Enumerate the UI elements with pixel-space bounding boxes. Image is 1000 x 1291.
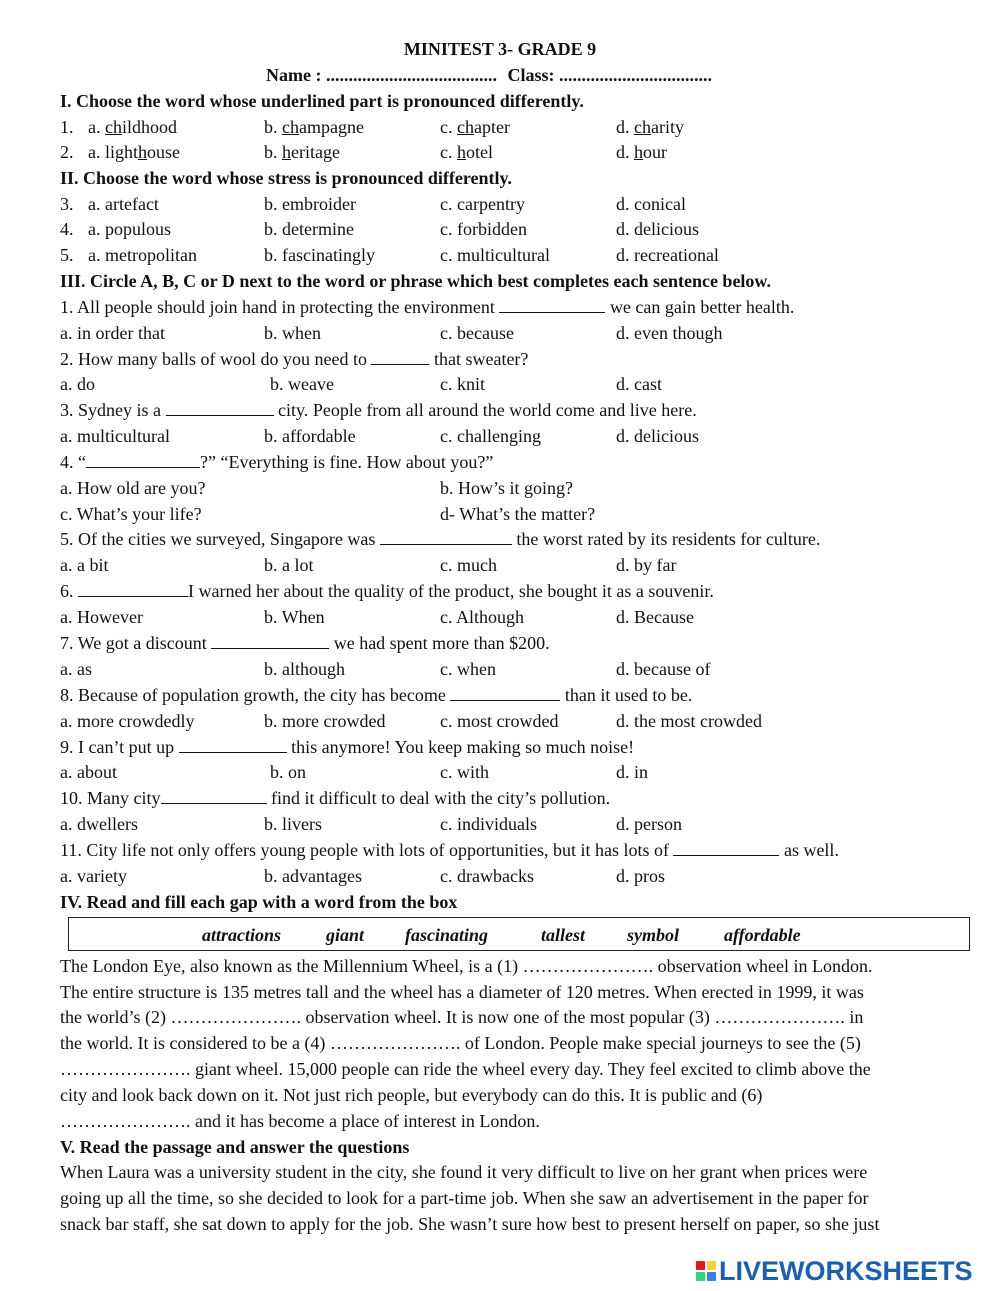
option-b[interactable]: b. How’s it going? xyxy=(440,478,573,498)
liveworksheets-logo[interactable] xyxy=(696,1255,973,1286)
passage-1-line: …………………. giant wheel. 15,000 people can ride the wheel every day. They feel excited to climb above the xyxy=(60,1059,871,1079)
passage-1-line: The entire structure is 135 metres tall and the wheel has a diameter of 120 metres. When erected in 1999, it was xyxy=(60,982,864,1002)
option-a[interactable]: a. do xyxy=(60,374,95,394)
option-a[interactable]: a. variety xyxy=(60,866,127,886)
option-b[interactable]: b. although xyxy=(264,659,345,679)
option-a[interactable]: a. populous xyxy=(88,219,171,239)
logo-square-icon xyxy=(707,1261,716,1270)
option-a[interactable]: a. However xyxy=(60,607,143,627)
option-d[interactable]: d. person xyxy=(616,814,682,834)
option-d[interactable]: d. conical xyxy=(616,194,686,214)
word-box-item: symbol xyxy=(627,925,679,945)
name-field[interactable] xyxy=(266,64,712,86)
option-a[interactable]: a. artefact xyxy=(88,194,159,214)
s3-question-5-stem: 5. Of the cities we surveyed, Singapore was the worst rated by its residents for culture. xyxy=(60,529,821,549)
option-d[interactable]: d. in xyxy=(616,762,649,782)
option-d[interactable]: d. because of xyxy=(616,659,711,679)
option-d[interactable]: d. hour xyxy=(616,142,667,162)
option-d[interactable]: d. delicious xyxy=(616,426,699,446)
s3-question-7-stem: 7. We got a discount we had spent more than $200. xyxy=(60,633,550,653)
passage-1-line: the world’s (2) …………………. observation wheel. It is now one of the most popular (3) …………………. in xyxy=(60,1007,864,1027)
option-c[interactable]: c. individuals xyxy=(440,814,537,834)
page-title: MINITEST 3- GRADE 9 xyxy=(403,39,597,59)
passage-2-line: When Laura was a university student in the city, she found it very difficult to live on her grant when prices were xyxy=(60,1162,868,1182)
word-box-item: tallest xyxy=(541,925,585,945)
option-c[interactable]: c. with xyxy=(440,762,489,782)
answer-blank[interactable] xyxy=(450,684,560,701)
option-b[interactable]: b. livers xyxy=(264,814,322,834)
question-number: 4. xyxy=(60,219,74,239)
logo-square-icon xyxy=(707,1272,716,1281)
class-label: Class: .................................. xyxy=(507,65,712,85)
passage-1-line: the world. It is considered to be a (4) …………………. of London. People make special journeys to see the (5) xyxy=(60,1033,861,1053)
question-number: 1. xyxy=(60,117,74,137)
option-a[interactable]: a. more crowdedly xyxy=(60,711,195,731)
passage-1-line: The London Eye, also known as the Millennium Wheel, is a (1) …………………. observation wheel in London. xyxy=(60,956,873,976)
question-number: 5. xyxy=(60,245,74,265)
option-d[interactable]: d. delicious xyxy=(616,219,699,239)
word-box-item: attractions xyxy=(202,925,282,945)
option-a[interactable]: a. multicultural xyxy=(60,426,170,446)
option-b[interactable]: b. heritage xyxy=(264,142,340,162)
answer-blank[interactable] xyxy=(371,348,429,365)
section-2-heading: II. Choose the word whose stress is pronounced differently. xyxy=(60,168,513,188)
option-b[interactable]: b. embroider xyxy=(264,194,356,214)
option-c[interactable]: c. multicultural xyxy=(440,245,550,265)
question-number: 2. xyxy=(60,142,74,162)
section-1-heading: I. Choose the word whose underlined part is pronounced differently. xyxy=(60,91,584,111)
option-c[interactable]: c. chapter xyxy=(440,117,510,137)
word-box-item: fascinating xyxy=(405,925,489,945)
s3-question-4-stem: 4. “ ?” “Everything is fine. How about you?” xyxy=(60,452,494,472)
s3-question-6-stem: 6. I warned her about the quality of the product, she bought it as a souvenir. xyxy=(60,581,714,601)
name-label: Name : ...................................... xyxy=(266,65,497,85)
logo-square-icon xyxy=(696,1261,705,1270)
option-b[interactable]: b. when xyxy=(264,323,321,343)
option-c[interactable]: c. drawbacks xyxy=(440,866,534,886)
option-a[interactable]: a. in order that xyxy=(60,323,165,343)
option-b[interactable]: b. fascinatingly xyxy=(264,245,375,265)
option-c[interactable]: c. because xyxy=(440,323,514,343)
answer-blank[interactable] xyxy=(380,528,512,545)
option-b[interactable]: b. When xyxy=(264,607,325,627)
option-a[interactable]: a. metropolitan xyxy=(88,245,197,265)
option-d[interactable]: d. recreational xyxy=(616,245,719,265)
passage-2-line: snack bar staff, she sat down to apply for the job. She wasn’t sure how best to present herself on paper, so she just xyxy=(60,1214,880,1234)
option-d[interactable]: d. the most crowded xyxy=(616,711,762,731)
answer-blank[interactable] xyxy=(78,580,188,597)
option-c[interactable]: c. when xyxy=(440,659,496,679)
option-a[interactable]: a. How old are you? xyxy=(60,478,206,498)
option-c[interactable]: c. Although xyxy=(440,607,524,627)
option-a[interactable]: a. lighthouse xyxy=(88,142,180,162)
s3-question-11-stem: 11. City life not only offers young people with lots of opportunities, but it has lots of as well. xyxy=(60,840,839,860)
question-number: 3. xyxy=(60,194,74,214)
option-d[interactable]: d. Because xyxy=(616,607,694,627)
option-a[interactable]: a. dwellers xyxy=(60,814,138,834)
option-a[interactable]: a. as xyxy=(60,659,92,679)
option-b[interactable]: b. more crowded xyxy=(264,711,386,731)
option-c[interactable]: c. hotel xyxy=(440,142,493,162)
option-b[interactable]: b. a lot xyxy=(264,555,314,575)
option-c[interactable]: c. What’s your life? xyxy=(60,504,202,524)
passage-1-line: …………………. and it has become a place of interest in London. xyxy=(60,1111,540,1131)
option-d[interactable]: d. by far xyxy=(616,555,677,575)
option-b[interactable]: b. affordable xyxy=(264,426,356,446)
s3-question-3-stem: 3. Sydney is a city. People from all around the world come and live here. xyxy=(60,400,697,420)
s3-question-8-stem: 8. Because of population growth, the city has become than it used to be. xyxy=(60,685,693,705)
option-b[interactable]: b. weave xyxy=(270,374,334,394)
option-d[interactable]: d. even though xyxy=(616,323,723,343)
option-c[interactable]: c. challenging xyxy=(440,426,541,446)
logo-grid-icon xyxy=(696,1261,716,1281)
answer-blank[interactable] xyxy=(179,736,287,753)
answer-blank[interactable] xyxy=(499,296,605,313)
option-d[interactable]: d. charity xyxy=(616,117,684,137)
option-a[interactable]: a. about xyxy=(60,762,117,782)
word-box-item: affordable xyxy=(724,925,801,945)
option-b[interactable]: b. champagne xyxy=(264,117,364,137)
option-b[interactable]: b. determine xyxy=(264,219,354,239)
answer-blank[interactable] xyxy=(161,787,267,804)
section-5-heading: V. Read the passage and answer the questions xyxy=(60,1137,410,1157)
option-a[interactable]: a. a bit xyxy=(60,555,109,575)
option-c[interactable]: c. most crowded xyxy=(440,711,559,731)
s3-question-1-stem: 1. All people should join hand in protecting the environment we can gain better health. xyxy=(60,297,795,317)
answer-blank[interactable] xyxy=(211,632,329,649)
passage-2-line: going up all the time, so she decided to look for a part-time job. When she saw an advertisement in the paper for xyxy=(60,1188,869,1208)
option-a[interactable]: a. childhood xyxy=(88,117,178,137)
option-c[interactable]: c. knit xyxy=(440,374,485,394)
s3-question-10-stem: 10. Many city find it difficult to deal with the city’s pollution. xyxy=(60,788,611,808)
option-c[interactable]: c. much xyxy=(440,555,497,575)
section-3-heading: III. Circle A, B, C or D next to the word or phrase which best completes each sentence below. xyxy=(60,271,771,291)
option-c[interactable]: c. forbidden xyxy=(440,219,527,239)
option-d[interactable]: d. pros xyxy=(616,866,665,886)
option-b[interactable]: b. on xyxy=(270,762,306,782)
option-b[interactable]: b. advantages xyxy=(264,866,362,886)
section-4-heading: IV. Read and fill each gap with a word from the box xyxy=(60,892,458,912)
word-box-item: giant xyxy=(326,925,365,945)
answer-blank[interactable] xyxy=(166,399,274,416)
s3-question-2-stem: 2. How many balls of wool do you need to that sweater? xyxy=(60,349,529,369)
option-c[interactable]: c. carpentry xyxy=(440,194,525,214)
option-d[interactable]: d- What’s the matter? xyxy=(440,504,596,524)
logo-text: LIVEWORKSHEETS xyxy=(719,1255,973,1286)
word-box xyxy=(68,917,970,951)
passage-1-line: city and look back down on it. Not just rich people, but everybody can do this. It is public and (6) xyxy=(60,1085,763,1105)
answer-blank[interactable] xyxy=(673,839,779,856)
s3-question-9-stem: 9. I can’t put up this anymore! You keep making so much noise! xyxy=(60,737,635,757)
answer-blank[interactable] xyxy=(86,451,200,468)
option-d[interactable]: d. cast xyxy=(616,374,662,394)
logo-square-icon xyxy=(696,1272,705,1281)
